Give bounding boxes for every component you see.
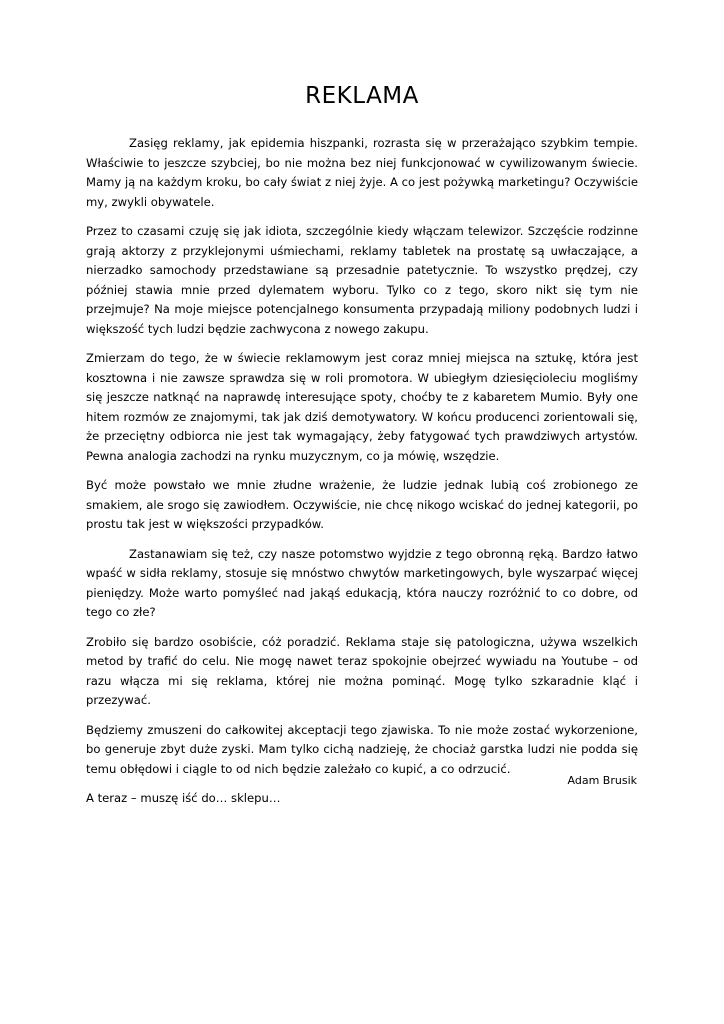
paragraph-8: A teraz – muszę iść do… sklepu… (86, 791, 281, 805)
paragraph-7: Będziemy zmuszeni do całkowitej akceptacji tego zjawiska. To nie może zostać wykorzenione, bo generuje zbyt duże zyski. Mam tylko cichą nadzieję, że chociaż garstka ludzi nie podda się temu obłędowi i ciągle to od nich będzie zależało co kupić, a co odrzucić. (86, 722, 638, 776)
paragraph-4: Być może powstało we mnie złudne wrażenie, że ludzie jednak lubią coś zrobionego ze smakiem, ale srogo się zawiodłem. Oczywiście, nie chcę nikogo wciskać do jednej kategorii, po prostu tak jest w większości przypadków. (86, 478, 638, 531)
author-signature: Adam Brusik (567, 774, 637, 787)
paragraph-6: Zrobiło się bardzo osobiście, cóż poradzić. Reklama staje się patologiczna, używa wszelkich metod by trafić do celu. Nie mogę nawet teraz spokojnie obejrzeć wywiadu na Youtube – od razu włącza mi się reklama, której nie można pominąć. Mogę tylko szkaradnie kląć i przezywać. (86, 634, 638, 707)
document-body (86, 134, 638, 819)
paragraph-1: Zasięg reklamy, jak epidemia hiszpanki, rozrasta się w przerażająco szybkim tempie. Właściwie to jeszcze szybciej, bo nie można bez niej funkcjonować w cywilizowanym świecie. Mamy ją na każdym kroku, bo cały świat z niej żyje. A co jest pożywką marketingu? Oczywiście my, zwykli obywatele. (86, 136, 638, 209)
document-title: REKLAMA (305, 83, 419, 109)
paragraph-2: Przez to czasami czuję się jak idiota, szczególnie kiedy włączam telewizor. Szczęście rodzinne grają aktorzy z przyklejonymi uśmiechami, reklamy tabletek na prostatę są uwłaczające, a nierzadko samochody przedstawiane są przesadnie patetycznie. To wszystko prędzej, czy później stawia mnie przed dylematem wyboru. Tylko co z tego, skoro nikt się tym nie przejmuje? Na moje miejsce potencjalnego konsumenta przypadają miliony podobnych ludzi i większość tych ludzi będzie zachwycona z nowego zakupu. (86, 224, 638, 336)
paragraph-5: Zastanawiam się też, czy nasze potomstwo wyjdzie z tego obronną ręką. Bardzo łatwo wpaść w sidła reklamy, stosuje się mnóstwo chwytów marketingowych, byle wyszarpać więcej pieniędzy. Może warto pomyśleć nad jakąś edukacją, która nauczy rozróżnić to co dobre, od tego co złe? (86, 546, 638, 619)
paragraph-3: Zmierzam do tego, że w świecie reklamowym jest coraz mniej miejsca na sztukę, która jest kosztowna i nie zawsze sprawdza się w roli promotora. W ubiegłym dziesięcioleciu mogliśmy się jeszcze natknąć na naprawdę interesujące spoty, choćby te z kabaretem Mumio. Były one hitem rozmów ze znajomymi, tak jak dziś demotywatory. W końcu producenci zorientowali się, że przeciętny odbiorca nie jest tak wymagający, żeby fatygować tych prawdziwych artystów. Pewna analogia zachodzi na rynku muzycznym, co ja mówię, wszędzie. (86, 351, 638, 463)
